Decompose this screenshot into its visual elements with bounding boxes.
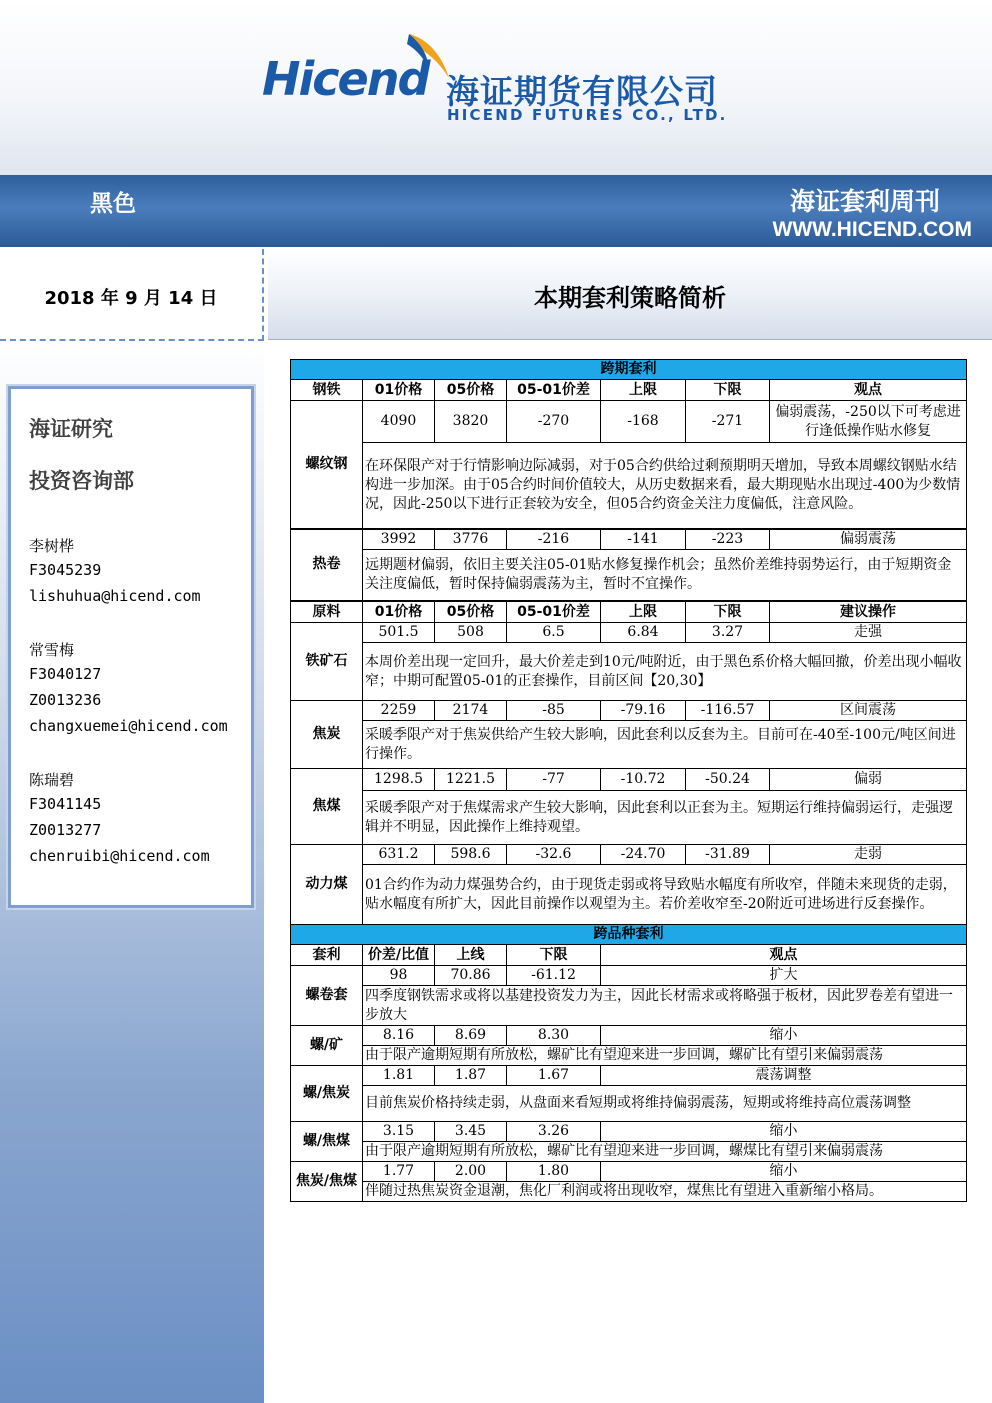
comment-cell: 由于限产逾期短期有所放松，螺矿比有望迎来进一步回调，螺矿比有望引来偏弱震荡 — [363, 1046, 967, 1066]
view-cell: 缩小 — [601, 1162, 967, 1182]
analyst-license: F3041145 — [29, 795, 102, 813]
column-header: 01价格 — [363, 601, 435, 623]
table-cell: 3.45 — [435, 1122, 507, 1142]
commodity-name: 焦炭 — [291, 701, 363, 769]
table-cell: 3.27 — [686, 623, 770, 643]
table-cell: -61.12 — [507, 966, 601, 986]
table-cell: 1.87 — [435, 1066, 507, 1086]
commodity-name: 热卷 — [291, 529, 363, 602]
column-header: 建议操作 — [770, 601, 967, 623]
analyst-license: F3040127 — [29, 665, 102, 683]
column-header: 观点 — [601, 945, 967, 966]
table-cell: 3776 — [435, 529, 507, 550]
comment-cell: 由于限产逾期短期有所放松，螺矿比有望迎来进一步回调，螺煤比有望引来偏弱震荡 — [363, 1142, 967, 1162]
view-cell: 缩小 — [601, 1122, 967, 1142]
table-cell: 6.84 — [601, 623, 686, 643]
table-cell: 1.67 — [507, 1066, 601, 1086]
view-cell: 偏弱震荡 — [770, 529, 967, 550]
column-header: 05-01价差 — [507, 380, 601, 401]
analyst-license: F3045239 — [29, 561, 102, 579]
comment-cell: 伴随过热焦炭资金退潮，焦化厂利润或将出现收窄，煤焦比有望进入重新缩小格局。 — [363, 1182, 967, 1202]
pair-name: 螺/焦炭 — [291, 1066, 363, 1122]
comment-cell: 在环保限产对于行情影响边际减弱，对于05合约供给过剩预期明天增加，导致本周螺纹钢贴水结构进一步加深。由于05合约时间价值较大，从历史数据来看，最大期现贴水出现过-400为少数情况，因此-250以下进行正套较为安全，但05合约资金关注力度偏低，注意风险。 — [363, 443, 967, 529]
table-cell: 8.69 — [435, 1026, 507, 1046]
publication-title: 海证套利周刊 — [789, 187, 940, 216]
table-cell: 1.81 — [363, 1066, 435, 1086]
page-header — [0, 0, 992, 175]
table-cell: 2.00 — [435, 1162, 507, 1182]
analyst-license: Z0013236 — [29, 691, 102, 709]
logo-text-cn: 海证期货有限公司 — [446, 72, 718, 111]
view-cell: 偏弱 — [770, 769, 967, 791]
table-cell: 1221.5 — [435, 769, 507, 791]
view-cell: 缩小 — [601, 1026, 967, 1046]
commodity-name: 动力煤 — [291, 845, 363, 925]
column-header: 套利 — [291, 945, 363, 966]
view-cell: 震荡调整 — [601, 1066, 967, 1086]
view-cell: 走弱 — [770, 845, 967, 865]
table-cell: 2259 — [363, 701, 435, 721]
column-header: 05价格 — [435, 601, 507, 623]
analyst-name: 陈瑞碧 — [29, 771, 75, 789]
table-cell: 2174 — [435, 701, 507, 721]
column-header: 原料 — [291, 601, 363, 623]
table-cell: 70.86 — [435, 966, 507, 986]
pair-name: 螺卷套 — [291, 966, 363, 1026]
view-cell: 偏弱震荡，-250以下可考虑进行逢低操作贴水修复 — [770, 401, 967, 443]
arbitrage-table — [290, 359, 967, 1202]
table-cell: 3.15 — [363, 1122, 435, 1142]
table-cell: 1.77 — [363, 1162, 435, 1182]
column-header: 上限 — [601, 380, 686, 401]
table-cell: -223 — [686, 529, 770, 550]
table-cell: 6.5 — [507, 623, 601, 643]
analyst-email[interactable]: chenruibi@hicend.com — [29, 847, 210, 865]
table-cell: -271 — [686, 401, 770, 443]
section-title: 跨期套利 — [291, 360, 967, 380]
section-title: 跨品种套利 — [291, 925, 967, 945]
table-cell: 598.6 — [435, 845, 507, 865]
table-cell: -32.6 — [507, 845, 601, 865]
dept-line-1: 海证研究 — [29, 417, 113, 441]
comment-cell: 四季度钢铁需求或将以基建投资发力为主，因此长材需求或将略强于板材，因此罗卷差有望进一步放大 — [363, 986, 967, 1026]
table-cell: -116.57 — [686, 701, 770, 721]
pair-name: 螺/焦煤 — [291, 1122, 363, 1162]
commodity-name: 铁矿石 — [291, 623, 363, 701]
comment-cell: 目前焦炭价格持续走弱，从盘面来看短期或将维持偏弱震荡，短期或将维持高位震荡调整 — [363, 1086, 967, 1122]
table-cell: 501.5 — [363, 623, 435, 643]
column-header: 05价格 — [435, 380, 507, 401]
dept-line-2: 投资咨询部 — [29, 469, 134, 493]
commodity-name: 螺纹钢 — [291, 401, 363, 529]
table-cell: -10.72 — [601, 769, 686, 791]
comment-cell: 采暖季限产对于焦炭供给产生较大影响，因此套利以反套为主。目前可在-40至-100元/吨区间进行操作。 — [363, 721, 967, 769]
table-cell: -270 — [507, 401, 601, 443]
column-header: 上限 — [601, 601, 686, 623]
column-header: 上线 — [435, 945, 507, 966]
table-cell: -24.70 — [601, 845, 686, 865]
table-cell: -168 — [601, 401, 686, 443]
comment-cell: 01合约作为动力煤强势合约，由于现货走弱或将导致贴水幅度有所收窄，伴随未来现货的走弱，贴水幅度有所扩大，因此目前操作以观望为主。若价差收窄至-20附近可进场进行反套操作。 — [363, 865, 967, 925]
website-link[interactable]: WWW.HICEND.COM — [772, 218, 972, 241]
view-cell: 区间震荡 — [770, 701, 967, 721]
category-label: 黑色 — [90, 191, 136, 217]
column-header: 下限 — [686, 601, 770, 623]
comment-cell: 远期题材偏弱，依旧主要关注05-01贴水修复操作机会；虽然价差维持弱势运行，由于短期资金关注度偏低，暂时保持偏弱震荡为主，暂时不宜操作。 — [363, 549, 967, 601]
table-cell: -50.24 — [686, 769, 770, 791]
analyst-name: 李树桦 — [29, 537, 75, 555]
comment-cell: 本周价差出现一定回升，最大价差走到10元/吨附近，由于黑色系价格大幅回撤，价差出现小幅收窄；中期可配置05-01的正套操作，目前区间【20,30】 — [363, 643, 967, 701]
table-cell: 98 — [363, 966, 435, 986]
table-cell: -141 — [601, 529, 686, 550]
analyst-email[interactable]: lishuhua@hicend.com — [29, 587, 201, 605]
column-header: 下限 — [507, 945, 601, 966]
view-cell: 走强 — [770, 623, 967, 643]
column-header: 05-01价差 — [507, 601, 601, 623]
commodity-name: 焦煤 — [291, 769, 363, 845]
column-header: 钢铁 — [291, 380, 363, 401]
report-date: 2018 年 9 月 14 日 — [44, 288, 218, 309]
table-cell: 3992 — [363, 529, 435, 550]
logo-subtitle: HICEND FUTURES CO., LTD. — [447, 106, 728, 124]
table-cell: -216 — [507, 529, 601, 550]
column-header: 观点 — [770, 380, 967, 401]
table-cell: -85 — [507, 701, 601, 721]
table-cell: -79.16 — [601, 701, 686, 721]
comment-cell: 采暖季限产对于焦煤需求产生较大影响，因此套利以正套为主。短期运行维持偏弱运行，走强逻辑并不明显，因此操作上维持观望。 — [363, 791, 967, 845]
table-cell: 508 — [435, 623, 507, 643]
table-cell: -77 — [507, 769, 601, 791]
table-cell: 1.80 — [507, 1162, 601, 1182]
table-cell: -31.89 — [686, 845, 770, 865]
table-cell: 8.30 — [507, 1026, 601, 1046]
analyst-license: Z0013277 — [29, 821, 102, 839]
table-cell: 3.26 — [507, 1122, 601, 1142]
table-cell: 1298.5 — [363, 769, 435, 791]
contact-panel — [8, 386, 254, 908]
column-header: 01价格 — [363, 380, 435, 401]
pair-name: 螺/矿 — [291, 1026, 363, 1066]
page-title: 本期套利策略简析 — [534, 284, 726, 312]
column-header: 价差/比值 — [363, 945, 435, 966]
table-cell: 3820 — [435, 401, 507, 443]
logo-text-en: Hicend — [262, 52, 429, 106]
table-cell: 4090 — [363, 401, 435, 443]
analyst-email[interactable]: changxuemei@hicend.com — [29, 717, 228, 735]
column-header: 下限 — [686, 380, 770, 401]
analyst-name: 常雪梅 — [29, 641, 75, 659]
pair-name: 焦炭/焦煤 — [291, 1162, 363, 1202]
table-cell: 631.2 — [363, 845, 435, 865]
view-cell: 扩大 — [601, 966, 967, 986]
table-cell: 8.16 — [363, 1026, 435, 1046]
